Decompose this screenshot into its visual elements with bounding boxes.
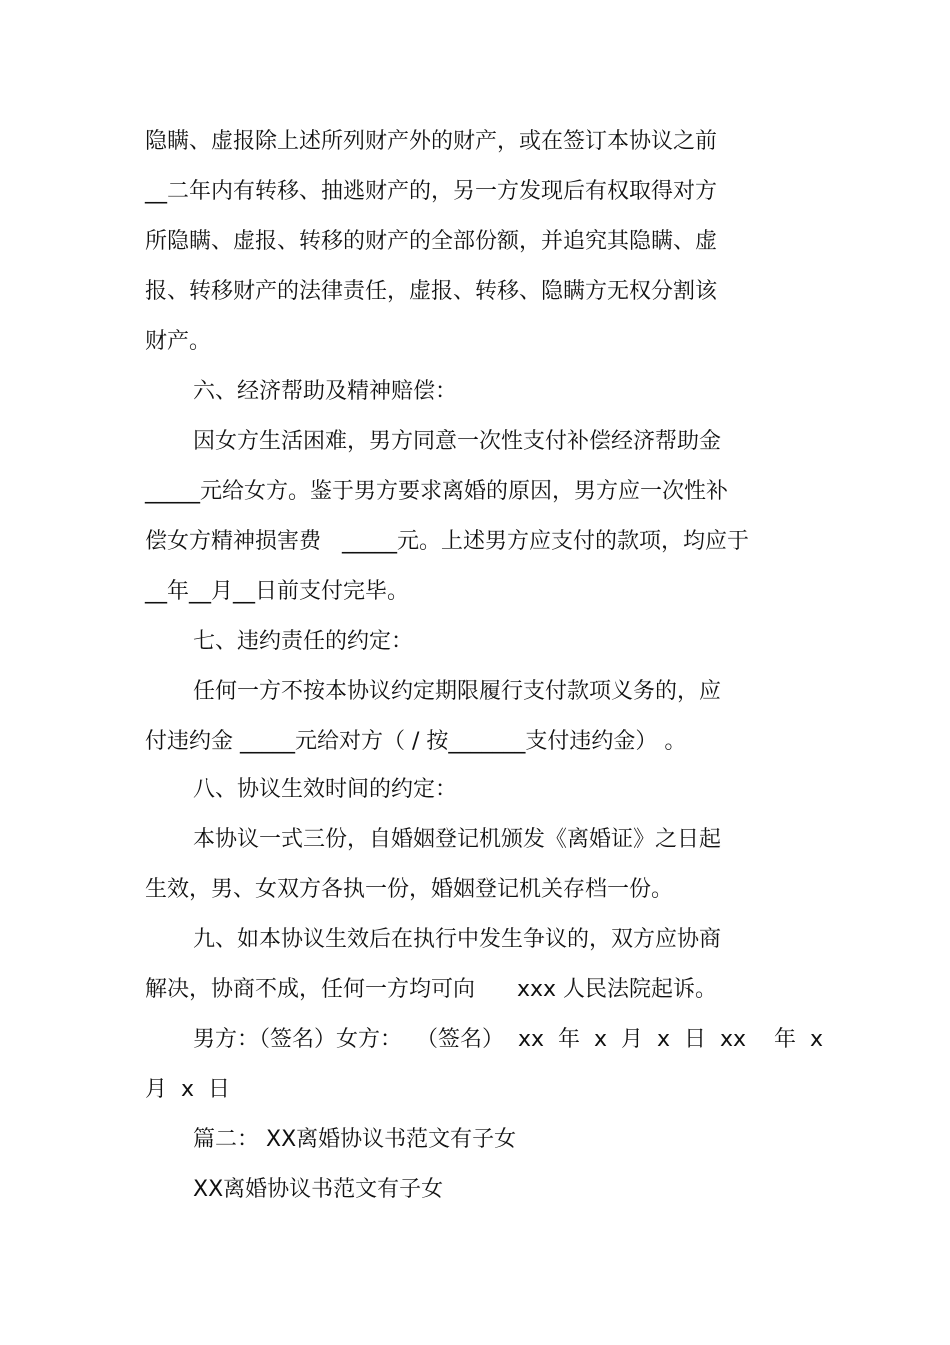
body-text-line: __二年内有转移、抽逃财产的，另一方发现后有权取得对方 bbox=[145, 179, 718, 204]
signature-date-line: 月 x 日 bbox=[145, 1077, 230, 1102]
body-text-line: 本协议一式三份，自婚姻登记机颁发《离婚证》之日起 bbox=[193, 827, 722, 852]
body-text-line: __年__月__日前支付完毕。 bbox=[145, 579, 410, 604]
body-text-line: 付违约金 _____元给对方（ / 按_______支付违约金） 。 bbox=[145, 729, 687, 754]
body-text-line: 生效，男、女双方各执一份，婚姻登记机关存档一份。 bbox=[145, 877, 674, 902]
body-text-line: _____元给女方。鉴于男方要求离婚的原因，男方应一次性补 bbox=[145, 479, 729, 504]
body-text-line: 财产。 bbox=[145, 329, 212, 354]
body-text-line: 报、转移财产的法律责任，虚报、转移、隐瞒方无权分割该 bbox=[145, 279, 718, 304]
section-heading: 八、协议生效时间的约定： bbox=[193, 777, 458, 802]
body-text-line: 解决，协商不成，任何一方均可向 xxx 人民法院起诉。 bbox=[145, 977, 718, 1002]
section-heading: 六、经济帮助及精神赔偿： bbox=[193, 379, 458, 404]
body-text-line: 九、如本协议生效后在执行中发生争议的，双方应协商 bbox=[193, 927, 722, 952]
section-heading: 七、违约责任的约定： bbox=[193, 629, 414, 654]
body-text-line: 因女方生活困难，男方同意一次性支付补偿经济帮助金 bbox=[193, 429, 722, 454]
body-text-line: 所隐瞒、虚报、转移的财产的全部份额，并追究其隐瞒、虚 bbox=[145, 229, 718, 254]
document-title: XX离婚协议书范文有子女 bbox=[193, 1177, 444, 1202]
body-text-line: 隐瞒、虚报除上述所列财产外的财产，或在签订本协议之前 bbox=[145, 129, 718, 154]
signature-line: 男方：（签名）女方： （签名） xx 年 x 月 x 日 xx 年 x bbox=[193, 1027, 823, 1052]
body-text-line: 偿女方精神损害费 _____元。上述男方应支付的款项，均应于 bbox=[145, 529, 749, 554]
body-text-line: 任何一方不按本协议约定期限履行支付款项义务的，应 bbox=[193, 679, 722, 704]
chapter-heading: 篇二： XX离婚协议书范文有子女 bbox=[193, 1127, 517, 1152]
